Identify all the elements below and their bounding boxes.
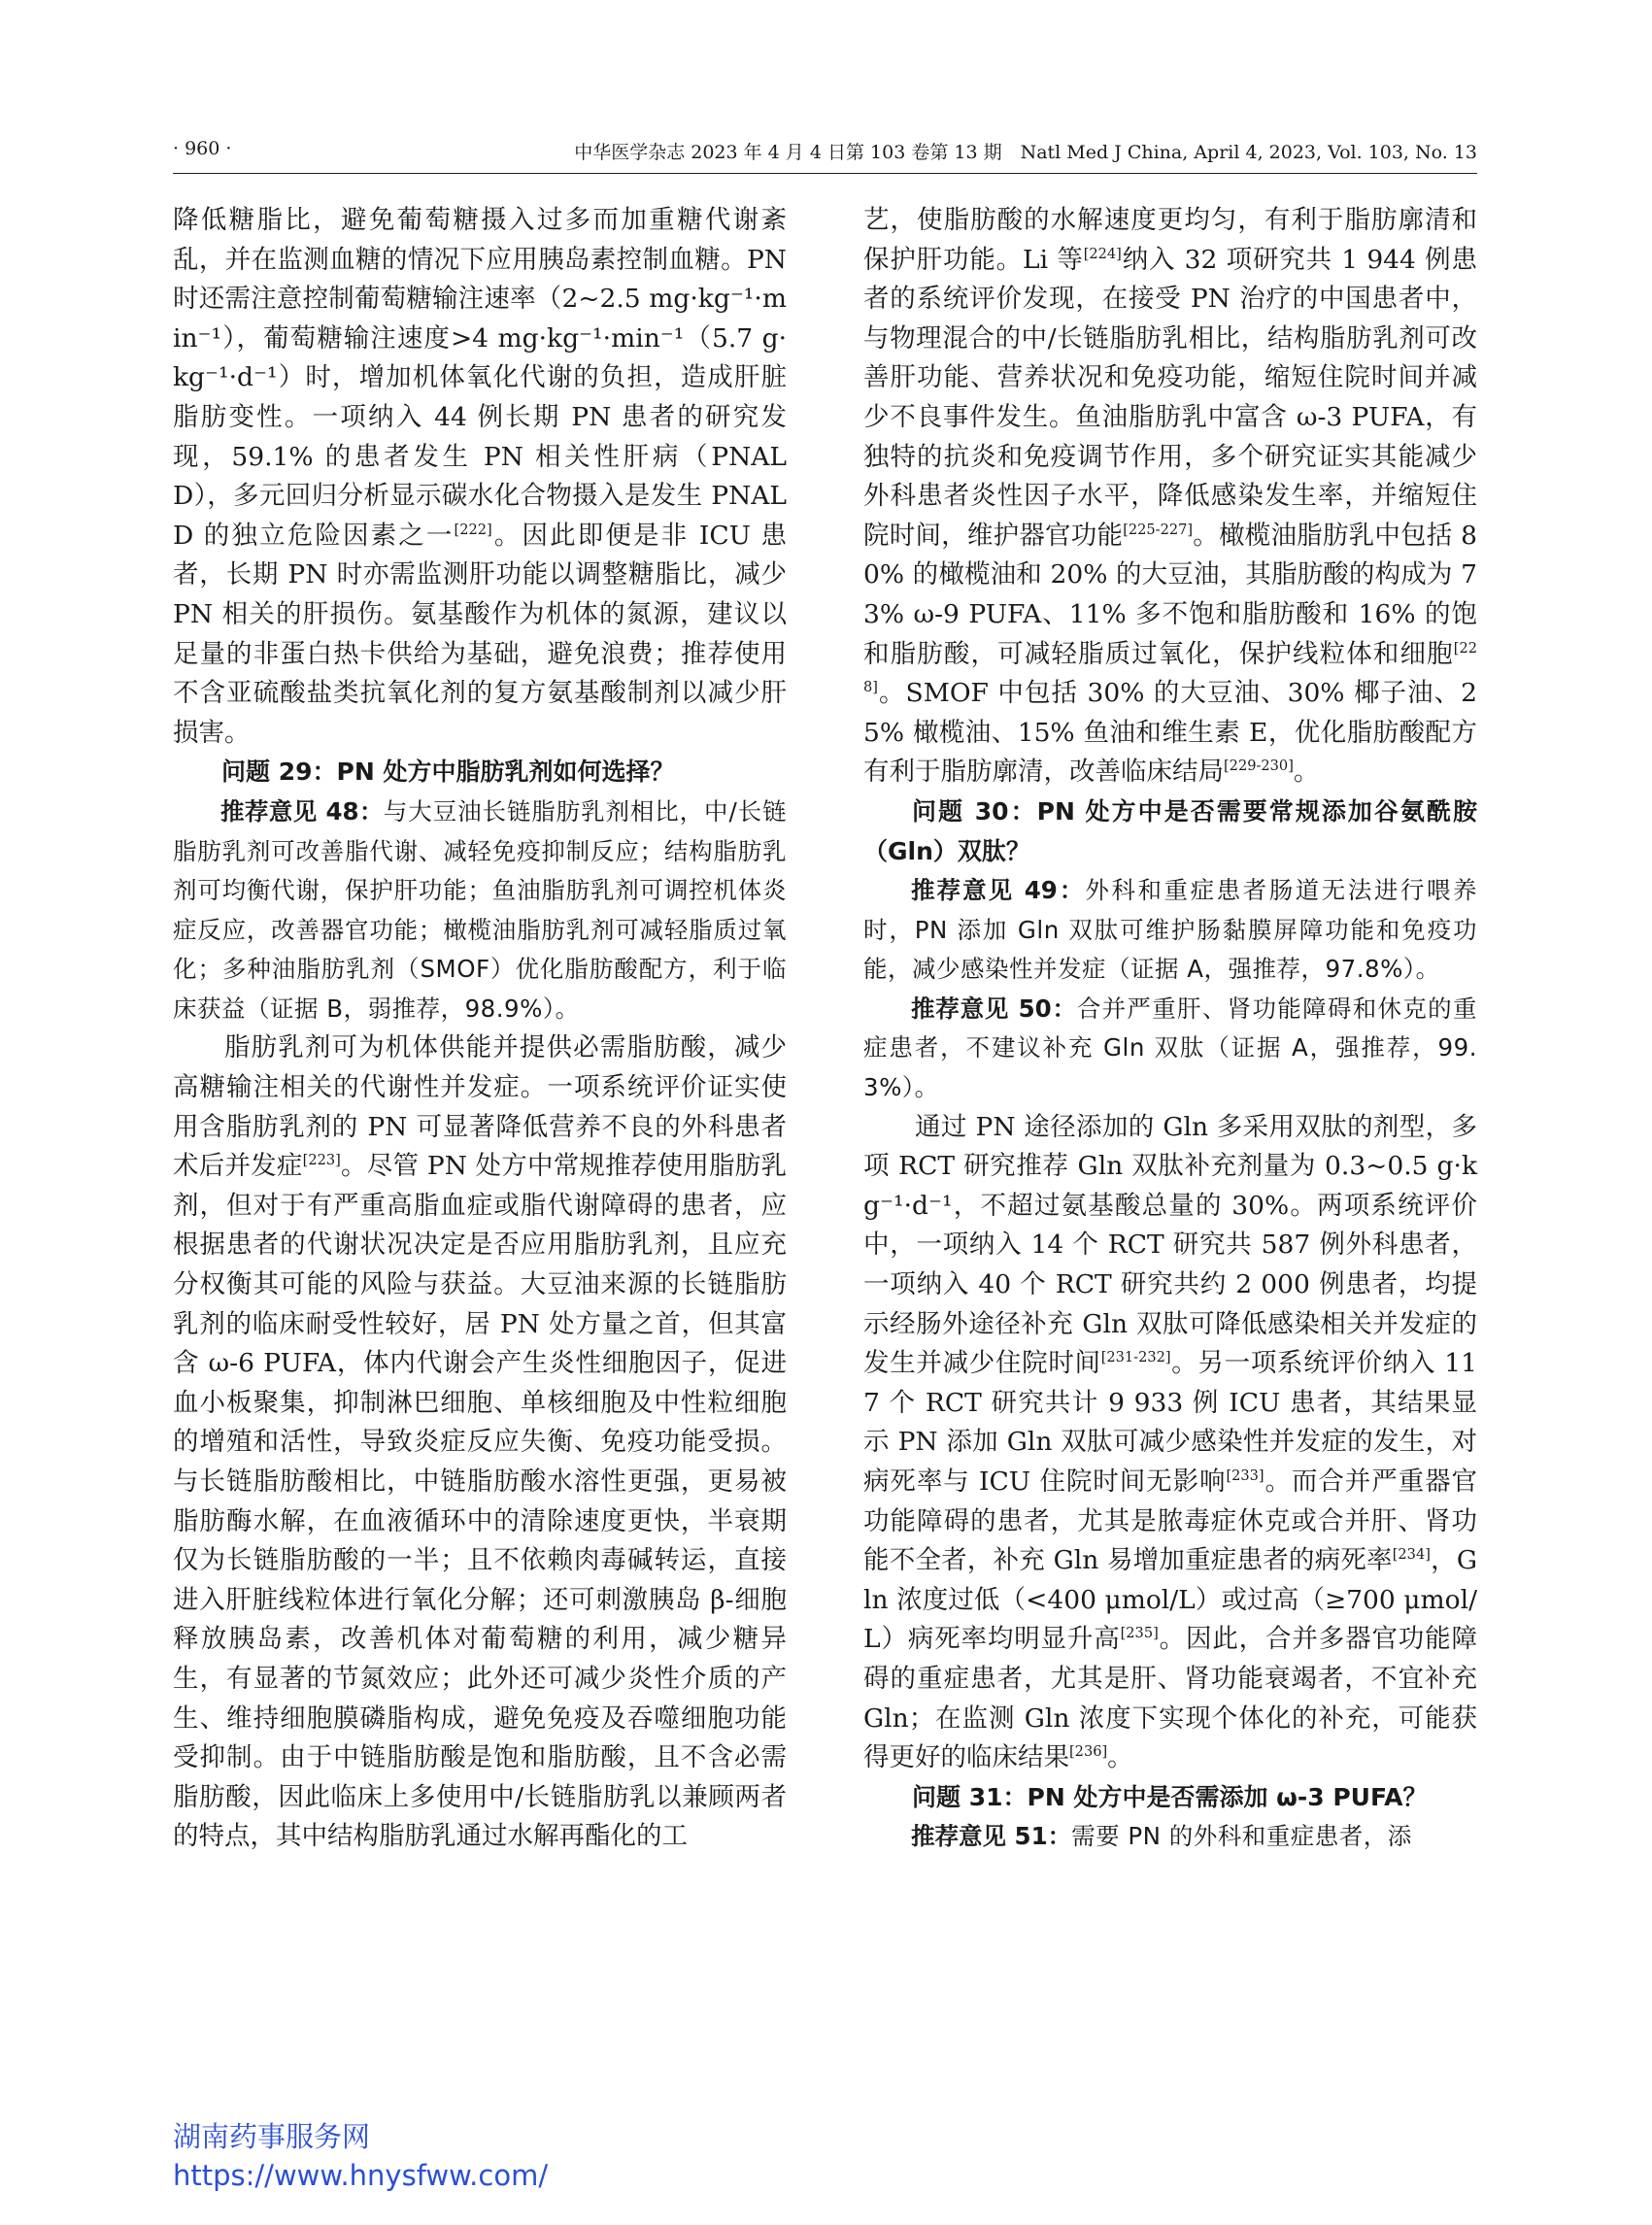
right-column: [863, 201, 1477, 1857]
citation-ref[interactable]: [224]: [1083, 245, 1122, 262]
journal-citation: 中华医学杂志 2023 年 4 月 4 日第 103 卷第 13 期 Natl Med J China, April 4, 2023, Vol. 103, No. 13: [574, 142, 1477, 163]
running-header: [173, 134, 1477, 174]
watermark: [173, 2117, 548, 2195]
citation-ref[interactable]: [233]: [1226, 1467, 1264, 1485]
recommendation-49: 推荐意见 49：外科和重症患者肠道无法进行喂养时，PN 添加 Gln 双肽可维护肠黏膜屏障功能和免疫功能，减少感染性并发症（证据 A，强推荐，97.8%）。: [863, 876, 1478, 984]
citation-ref[interactable]: [222]: [454, 521, 492, 538]
left-column: [173, 201, 787, 1857]
citation-ref[interactable]: [236]: [1069, 1743, 1108, 1761]
watermark-url[interactable]: https://www.hnysfww.com/: [173, 2159, 549, 2192]
recommendation-51: 推荐意见 51：需要 PN 的外科和重症患者，添: [911, 1822, 1412, 1851]
watermark-site-name: 湖南药事服务网: [173, 2120, 371, 2153]
recommendation-50: 推荐意见 50：合并严重肝、肾功能障碍和休克的重症患者，不建议补充 Gln 双肽（证据 A，强推荐，99.3%）。: [863, 994, 1477, 1102]
paragraph: 脂肪乳剂可为机体供能并提供必需脂肪酸，减少高糖输注相关的代谢性并发症。一项系统评价证实使用含脂肪乳剂的 PN 可显著降低营养不良的外科患者术后并发症[223]。尽管 PN 处方中常规推荐使用脂肪乳剂，但对于有严重高脂血症或脂代谢障碍的患者，应根据患者的代谢状况决定是否应用脂肪乳剂，且应充分权衡其可能的风险与获益。大豆油来源的长链脂肪乳剂的临床耐受性较好，居 PN 处方量之首，但其富含 ω-6 PUFA，体内代谢会产生炎性细胞因子，促进血小板聚集，抑制淋巴细胞、单核细胞及中性粒细胞的增殖和活性，导致炎症反应失衡、免疫功能受损。与长链脂肪酸相比，中链脂肪酸水溶性更强，更易被脂肪酶水解，在血液循环中的清除速度更快，半衰期仅为长链脂肪酸的一半；且不依赖肉毒碱转运，直接进入肝脏线粒体进行氧化分解；还可刺激胰岛 β-细胞释放胰岛素，改善机体对葡萄糖的利用，减少糖异生，有显著的节氮效应；此外还可减少炎性介质的产生、维持细胞膜磷脂构成，避免免疫及吞噬细胞功能受抑制。由于中链脂肪酸是饱和脂肪酸，且不含必需脂肪酸，因此临床上多使用中/长链脂肪乳以兼顾两者的特点，其中结构脂肪乳通过水解再酯化的工: [173, 1032, 788, 1852]
paragraph: 艺，使脂肪酸的水解速度更均匀，有利于脂肪廓清和保护肝功能。Li 等[224]纳入 32 项研究共 1 944 例患者的系统评价发现，在接受 PN 治疗的中国患者中，与物理混合的中/长链脂肪乳相比，结构脂肪乳剂可改善肝功能、营养状况和免疫功能，缩短住院时间并减少不良事件发生。鱼油脂肪乳中富含 ω-3 PUFA，有独特的抗炎和免疫调节作用，多个研究证实其能减少外科患者炎性因子水平，降低感染发生率，并缩短住院时间，维护器官功能[225-227]。橄榄油脂肪乳中包括 80% 的橄榄油和 20% 的大豆油，其脂肪酸的构成为 73% ω-9 PUFA、11% 多不饱和脂肪酸和 16% 的饱和脂肪酸，可减轻脂质过氧化，保护线粒体和细胞[228]。SMOF 中包括 30% 的大豆油、30% 椰子油、25% 橄榄油、15% 鱼油和维生素 E，优化脂肪酸配方有利于脂肪廓清，改善临床结局[229-230]。: [863, 205, 1478, 788]
citation-ref[interactable]: [225-227]: [1123, 521, 1194, 538]
question-30-heading: 问题 30：PN 处方中是否需要常规添加谷氨酰胺（Gln）双肽？: [863, 796, 1477, 865]
citation-ref[interactable]: [231-232]: [1100, 1349, 1171, 1366]
paragraph: 通过 PN 途径添加的 Gln 多采用双肽的剂型，多项 RCT 研究推荐 Gln 双肽补充剂量为 0.3~0.5 g·kg⁻¹·d⁻¹，不超过氨基酸总量的 30%。两项系统评价中，一项纳入 14 个 RCT 研究共 587 例外科患者，一项纳入 40 个 RCT 研究共约 2 000 例患者，均提示经肠外途径补充 Gln 双肽可降低感染相关并发症的发生并减少住院时间[231-232]。另一项系统评价纳入 117 个 RCT 研究共计 9 933 例 ICU 患者，其结果显示 PN 添加 Gln 双肽可减少感染性并发症的发生，对病死率与 ICU 住院时间无影响[233]。而合并严重器官功能障碍的患者，尤其是脓毒症休克或合并肝、肾功能不全者，补充 Gln 易增加重症患者的病死率[234]，Gln 浓度过低（<400 μmol/L）或过高（≥700 μmol/L）病死率均明显升高[235]。因此，合并多器官功能障碍的重症患者，尤其是肝、肾功能衰竭者，不宜补充 Gln；在监测 Gln 浓度下实现个体化的补充，可能获得更好的临床结果[236]。: [863, 1111, 1477, 1773]
page-number: · 960 ·: [173, 138, 232, 159]
citation-ref[interactable]: [235]: [1120, 1625, 1159, 1642]
citation-ref[interactable]: [234]: [1392, 1546, 1431, 1564]
citation-ref[interactable]: [223]: [302, 1152, 341, 1169]
paragraph: 降低糖脂比，避免葡萄糖摄入过多而加重糖代谢紊乱，并在监测血糖的情况下应用胰岛素控制血糖。PN 时还需注意控制葡萄糖输注速率（2~2.5 mg·kg⁻¹·min⁻¹），葡萄糖输注速度>4 mg·kg⁻¹·min⁻¹（5.7 g·kg⁻¹·d⁻¹）时，增加机体氧化代谢的负担，造成肝脏脂肪变性。一项纳入 44 例长期 PN 患者的研究发现，59.1% 的患者发生 PN 相关性肝病（PNALD），多元回归分析显示碳水化合物摄入是发生 PNALD 的独立危险因素之一[222]。因此即便是非 ICU 患者，长期 PN 时亦需监测肝功能以调整糖脂比，减少 PN 相关的肝损伤。氨基酸作为机体的氮源，建议以足量的非蛋白热卡供给为基础，避免浪费；推荐使用不含亚硫酸盐类抗氧化剂的复方氨基酸制剂以减少肝损害。: [173, 205, 787, 748]
question-31-heading: 问题 31：PN 处方中是否需添加 ω-3 PUFA？: [912, 1782, 1428, 1811]
citation-ref[interactable]: [229-230]: [1224, 758, 1294, 775]
citation-ref[interactable]: [228]: [863, 639, 1477, 696]
recommendation-48: 推荐意见 48：与大豆油长链脂肪乳剂相比，中/长链脂肪乳剂可改善脂代谢、减轻免疫抑制反应；结构脂肪乳剂可均衡代谢，保护肝功能；鱼油脂肪乳剂可调控机体炎症反应，改善器官功能；橄榄油脂肪乳剂可减轻脂质过氧化；多种油脂肪乳剂（SMOF）优化脂肪酸配方，利于临床获益（证据 B，弱推荐，98.9%）。: [173, 796, 787, 1023]
question-29-heading: 问题 29：PN 处方中脂肪乳剂如何选择？: [221, 758, 675, 787]
